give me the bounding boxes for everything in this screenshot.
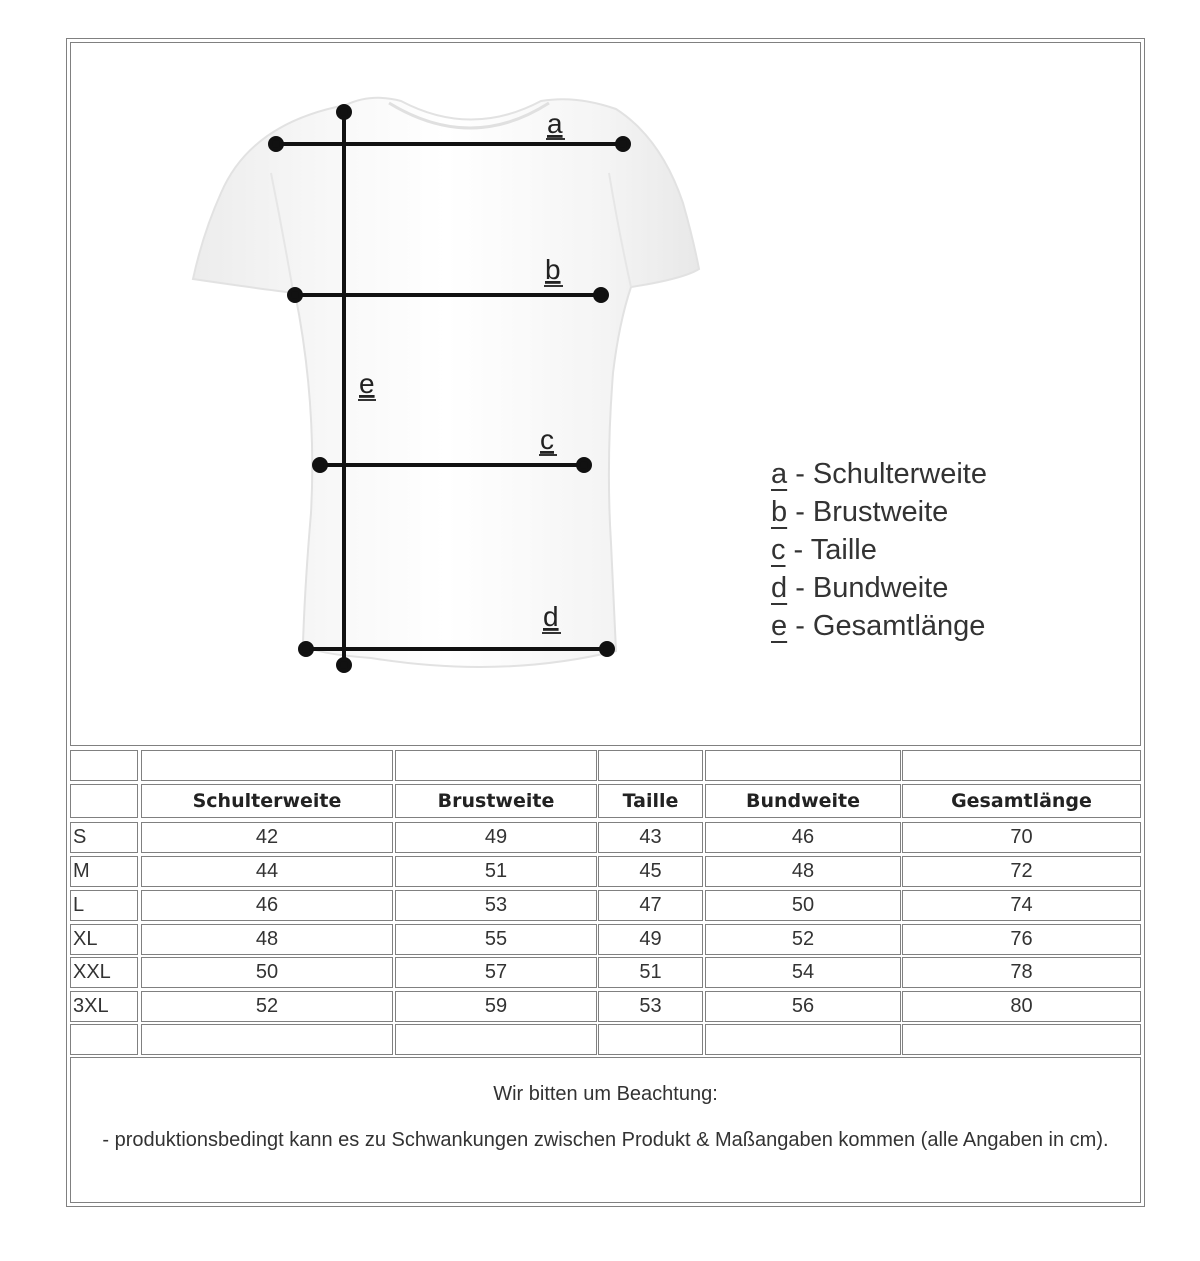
table-cell: 43 [598,822,703,853]
measure-dot [578,459,590,471]
table-size-label: XL [70,924,138,955]
table-cell: 45 [598,856,703,887]
table-empty-cell [395,750,597,781]
legend-item [771,607,987,645]
table-cell: 76 [902,924,1141,955]
table-header-cell: Brustweite [395,784,597,818]
legend-text: - Brustweite [787,496,949,528]
diagram-label-c: c [540,424,554,455]
table-empty-cell [705,750,901,781]
table-cell: 57 [395,957,597,988]
table-cell: 51 [395,856,597,887]
table-cell: 52 [141,991,393,1022]
measure-dot [289,289,301,301]
measure-dot [601,643,613,655]
table-empty-cell [902,750,1141,781]
table-cell: 53 [598,991,703,1022]
note-text: - produktionsbedingt kann es zu Schwankungen zwischen Produkt & Maßangaben kommen (alle Angaben in cm). [102,1129,1109,1151]
table-cell: 80 [902,991,1141,1022]
table-cell: 72 [902,856,1141,887]
table-size-label: L [70,890,138,921]
legend-key: d [771,572,788,604]
table-empty-cell [598,1024,703,1055]
table-header-cell: Taille [598,784,703,818]
diagram-label-e: e [359,368,375,399]
table-header-cell: Gesamtlänge [902,784,1141,818]
legend-item [771,569,987,607]
legend-item [771,455,987,493]
diagram-label-b: b [545,254,561,285]
table-cell: 78 [902,957,1141,988]
table-cell: 48 [705,856,901,887]
measure-dot [595,289,607,301]
table-cell: 46 [705,822,901,853]
table-empty-cell [395,1024,597,1055]
size-diagram-cell [70,42,1141,746]
table-cell: 48 [141,924,393,955]
table-cell: 70 [902,822,1141,853]
legend-key: e [771,610,788,642]
measure-dot [617,138,629,150]
legend-text: - Taille [785,534,877,566]
tshirt-shape [193,98,699,667]
table-cell: 53 [395,890,597,921]
table-empty-cell [141,1024,393,1055]
table-cell: 52 [705,924,901,955]
table-header-cell: Schulterweite [141,784,393,818]
legend-key: c [771,534,786,566]
legend-item [771,531,987,569]
table-header-corner [70,784,138,818]
table-empty-cell [902,1024,1141,1055]
table-cell: 49 [598,924,703,955]
table-empty-cell [141,750,393,781]
measure-dot [300,643,312,655]
legend-text: - Schulterweite [787,458,987,490]
table-cell: 56 [705,991,901,1022]
table-size-label: XXL [70,957,138,988]
legend-text: - Bundweite [787,572,949,604]
table-cell: 42 [141,822,393,853]
table-cell: 47 [598,890,703,921]
table-size-label: S [70,822,138,853]
note-cell [70,1057,1141,1203]
table-empty-cell [70,1024,138,1055]
legend-item [771,493,987,531]
table-size-label: 3XL [70,991,138,1022]
note-title: Wir bitten um Beachtung: [493,1083,718,1105]
table-cell: 55 [395,924,597,955]
legend-key: b [771,496,788,528]
table-empty-cell [705,1024,901,1055]
table-cell: 74 [902,890,1141,921]
measure-dot [338,659,350,671]
table-cell: 59 [395,991,597,1022]
table-cell: 54 [705,957,901,988]
measure-dot [338,106,350,118]
legend-text: - Gesamtlänge [787,610,986,642]
table-empty-cell [70,750,138,781]
table-cell: 49 [395,822,597,853]
table-empty-cell [598,750,703,781]
table-size-label: M [70,856,138,887]
legend-key: a [771,458,788,490]
table-cell: 50 [141,957,393,988]
table-header-cell: Bundweite [705,784,901,818]
table-cell: 44 [141,856,393,887]
diagram-label-d: d [543,601,559,632]
measure-dot [270,138,282,150]
legend [771,455,987,645]
measure-dot [314,459,326,471]
table-cell: 50 [705,890,901,921]
table-cell: 46 [141,890,393,921]
diagram-label-a: a [547,108,563,139]
table-cell: 51 [598,957,703,988]
